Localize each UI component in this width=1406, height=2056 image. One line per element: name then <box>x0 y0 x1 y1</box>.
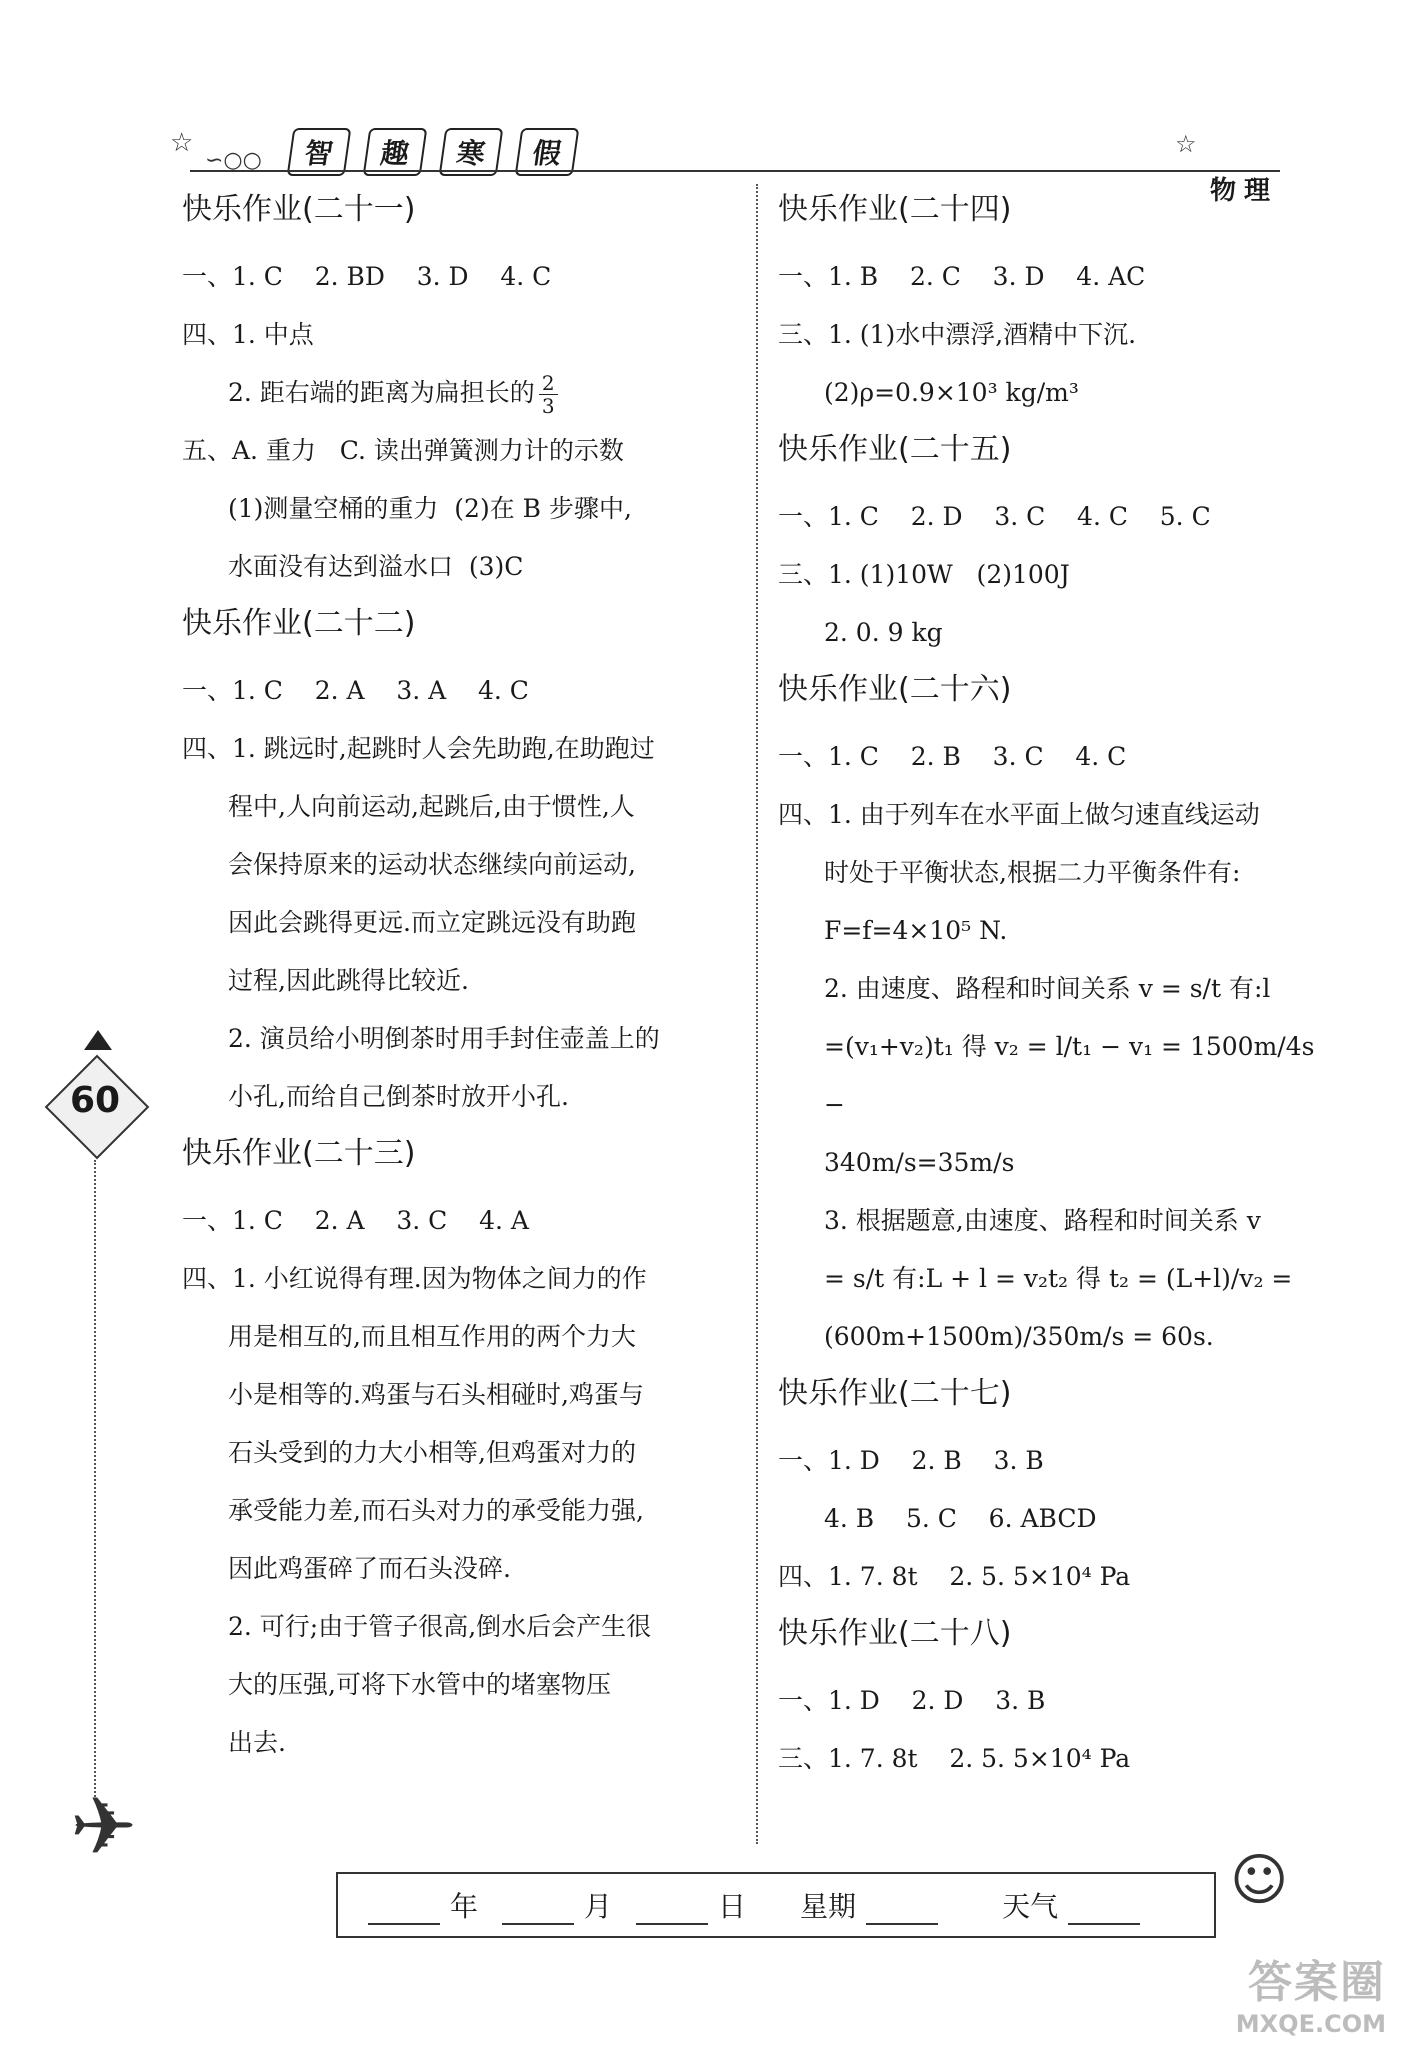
section-title: 快乐作业(二十三) <box>182 1136 416 1171</box>
left-column <box>182 188 742 1778</box>
answer-text: (1)测量空桶的重力 (2)在 B 步骤中, <box>228 494 632 523</box>
answer-text: 一、1. C 2. B 3. C 4. C <box>778 742 1127 771</box>
header-rule <box>190 170 1280 172</box>
answer-line <box>182 662 742 720</box>
right-column <box>778 188 1324 1794</box>
section-title: 快乐作业(二十一) <box>182 192 416 227</box>
answer-line <box>778 248 1324 306</box>
answer-line <box>182 1010 742 1068</box>
answer-line <box>182 538 742 596</box>
answer-line <box>182 778 742 836</box>
answer-text: 2. 由速度、路程和时间关系 v = s/t 有:l <box>824 974 1271 1003</box>
answer-line <box>182 1308 742 1366</box>
answer-section <box>182 1132 742 1772</box>
fraction <box>539 372 558 417</box>
answer-text: 一、1. C 2. BD 3. D 4. C <box>182 262 552 291</box>
watermark-url: MXQE.COM <box>1235 2010 1386 2038</box>
answer-line <box>778 1308 1324 1366</box>
section-title: 快乐作业(二十六) <box>778 672 1012 707</box>
brand-logo <box>290 128 576 176</box>
answer-text: 四、1. 中点 <box>182 320 314 349</box>
answer-line <box>182 1598 742 1656</box>
answer-line <box>778 1672 1324 1730</box>
answer-line <box>182 952 742 1010</box>
answer-text: 2. 可行;由于管子很高,倒水后会产生很 <box>228 1612 652 1641</box>
answer-section <box>182 602 742 1126</box>
answer-line <box>182 306 742 364</box>
star-decoration-icon: ☆ <box>1175 130 1197 158</box>
monkey-illustration-icon: ☺ <box>1230 1848 1289 1913</box>
answer-text: 2. 距右端的距离为扁担长的 <box>228 378 535 407</box>
answer-line <box>182 1482 742 1540</box>
answer-line <box>778 960 1324 1018</box>
answer-section <box>778 1372 1324 1606</box>
answer-line <box>778 902 1324 960</box>
column-divider <box>756 184 758 1844</box>
section-title: 快乐作业(二十四) <box>778 192 1012 227</box>
answer-section <box>778 668 1324 1366</box>
answer-text: F=f=4×10⁵ N. <box>824 916 1008 945</box>
answer-text: 三、1. (1)10W (2)100J <box>778 560 1070 589</box>
answer-line <box>182 480 742 538</box>
answer-text: (2)ρ=0.9×10³ kg/m³ <box>824 378 1079 407</box>
day-field: 日 <box>626 1885 746 1925</box>
answer-text: 用是相互的,而且相互作用的两个力大 <box>228 1322 636 1351</box>
answer-line <box>778 1432 1324 1490</box>
section-title: 快乐作业(二十七) <box>778 1376 1012 1411</box>
answer-line <box>182 1192 742 1250</box>
watermark-text: 答案圈 <box>1248 1957 1386 2008</box>
answer-line <box>182 894 742 952</box>
answer-line <box>778 728 1324 786</box>
airplane-illustration-icon: ✈ <box>70 1780 138 1873</box>
answer-line <box>182 1366 742 1424</box>
answer-text: 会保持原来的运动状态继续向前运动, <box>228 850 636 879</box>
answer-line <box>182 1656 742 1714</box>
answer-text: 三、1. (1)水中漂浮,酒精中下沉. <box>778 320 1137 349</box>
swirl-decoration-icon: ∽○○ <box>205 148 262 173</box>
subject-label: 物理 <box>1210 176 1279 206</box>
answer-text: 2. 0. 9 kg <box>824 618 943 647</box>
answer-line <box>778 1134 1324 1192</box>
watermark <box>1236 1946 1386 2038</box>
answer-text: 石头受到的力大小相等,但鸡蛋对力的 <box>228 1438 636 1467</box>
answer-text: 出去. <box>228 1728 286 1757</box>
brand-char: 趣 <box>363 128 428 176</box>
answer-text: = s/t 有:L + l = v₂t₂ 得 t₂ = (L+l)/v₂ = <box>824 1264 1293 1293</box>
answer-text: 五、A. 重力 C. 读出弹簧测力计的示数 <box>182 436 624 465</box>
answer-text: 程中,人向前运动,起跳后,由于惯性,人 <box>228 792 635 821</box>
answer-text: 3. 根据题意,由速度、路程和时间关系 v <box>824 1206 1261 1235</box>
answer-line <box>182 1424 742 1482</box>
answer-line <box>778 364 1324 422</box>
answer-line <box>182 720 742 778</box>
brand-char: 寒 <box>439 128 504 176</box>
answer-line <box>778 1548 1324 1606</box>
answer-text: 小是相等的.鸡蛋与石头相碰时,鸡蛋与 <box>228 1380 644 1409</box>
answer-text: 四、1. 跳远时,起跳时人会先助跑,在助跑过 <box>182 734 655 763</box>
answer-line <box>182 364 742 422</box>
section-title: 快乐作业(二十五) <box>778 432 1012 467</box>
year-field: 年 <box>358 1885 478 1925</box>
date-weather-box <box>336 1872 1216 1938</box>
fraction-denominator: 3 <box>541 394 555 418</box>
answer-line <box>182 1250 742 1308</box>
star-decoration-icon: ☆ <box>170 128 194 158</box>
answer-line <box>778 546 1324 604</box>
answer-text: 三、1. 7. 8t 2. 5. 5×10⁴ Pa <box>778 1744 1131 1773</box>
answer-line <box>182 836 742 894</box>
answer-text: 承受能力差,而石头对力的承受能力强, <box>228 1496 644 1525</box>
brand-char: 假 <box>515 128 580 176</box>
weather-field: 天气 <box>1002 1885 1150 1925</box>
answer-line <box>778 786 1324 844</box>
up-arrow-icon <box>84 1030 112 1050</box>
answer-text: 过程,因此跳得比较近. <box>228 966 469 995</box>
answer-text: 水面没有达到溢水口 (3)C <box>228 552 524 581</box>
answer-line <box>778 844 1324 902</box>
answer-text: 因此会跳得更远.而立定跳远没有助跑 <box>228 908 636 937</box>
answer-text: 4. B 5. C 6. ABCD <box>824 1504 1097 1533</box>
answer-text: 因此鸡蛋碎了而石头没碎. <box>228 1554 511 1583</box>
margin-dotted-line <box>94 1160 96 1800</box>
answer-section <box>778 1612 1324 1788</box>
answer-text: (600m+1500m)/350m/s = 60s. <box>824 1322 1214 1351</box>
answer-text: =(v₁+v₂)t₁ 得 v₂ = l/t₁ − v₁ = 1500m/4s − <box>824 1032 1323 1119</box>
section-title: 快乐作业(二十二) <box>182 606 416 641</box>
answer-line <box>182 248 742 306</box>
page-number: 60 <box>69 1080 121 1121</box>
answer-text: 四、1. 由于列车在水平面上做匀速直线运动 <box>778 800 1260 829</box>
brand-char: 智 <box>287 128 352 176</box>
fraction-numerator: 2 <box>539 372 558 395</box>
answer-section <box>182 188 742 596</box>
answer-text: 四、1. 小红说得有理.因为物体之间力的作 <box>182 1264 647 1293</box>
answer-text: 一、1. D 2. D 3. B <box>778 1686 1046 1715</box>
weekday-field: 星期 <box>800 1885 948 1925</box>
answer-section <box>778 188 1324 422</box>
answer-line <box>778 1730 1324 1788</box>
answer-line <box>778 1192 1324 1250</box>
answer-text: 四、1. 7. 8t 2. 5. 5×10⁴ Pa <box>778 1562 1131 1591</box>
answer-text: 小孔,而给自己倒茶时放开小孔. <box>228 1082 569 1111</box>
answer-text: 一、1. C 2. A 3. A 4. C <box>182 676 529 705</box>
answer-line <box>778 1018 1324 1134</box>
answer-text: 340m/s=35m/s <box>824 1148 1015 1177</box>
answer-text: 一、1. C 2. D 3. C 4. C 5. C <box>778 502 1211 531</box>
answer-text: 一、1. D 2. B 3. B <box>778 1446 1044 1475</box>
answer-line <box>182 1540 742 1598</box>
answer-line <box>778 1490 1324 1548</box>
answer-line <box>778 1250 1324 1308</box>
answer-text: 2. 演员给小明倒茶时用手封住壶盖上的 <box>228 1024 660 1053</box>
answer-text: 时处于平衡状态,根据二力平衡条件有: <box>824 858 1241 887</box>
answer-text: 大的压强,可将下水管中的堵塞物压 <box>228 1670 611 1699</box>
answer-line <box>778 604 1324 662</box>
answer-line <box>778 488 1324 546</box>
month-field: 月 <box>492 1885 612 1925</box>
answer-section <box>778 428 1324 662</box>
section-title: 快乐作业(二十八) <box>778 1616 1012 1651</box>
answer-line <box>182 1068 742 1126</box>
answer-text: 一、1. C 2. A 3. C 4. A <box>182 1206 529 1235</box>
answer-text: 一、1. B 2. C 3. D 4. AC <box>778 262 1146 291</box>
answer-line <box>182 422 742 480</box>
answer-line <box>182 1714 742 1772</box>
answer-line <box>778 306 1324 364</box>
